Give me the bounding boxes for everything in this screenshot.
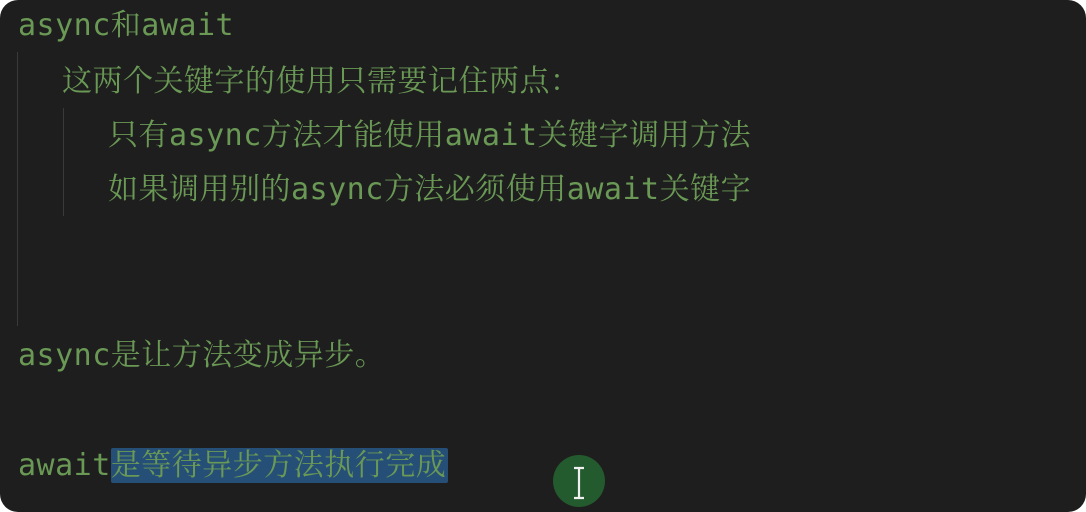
point2-text: 如果调用别的async方法必须使用await关键字 — [108, 172, 752, 207]
intro-text: 这两个关键字的使用只需要记住两点： — [62, 64, 581, 99]
point2-line[interactable] — [108, 170, 751, 210]
indent-guide-outer — [17, 52, 18, 326]
await-definition-line[interactable] — [18, 446, 448, 486]
async-definition-line[interactable] — [18, 336, 385, 376]
async-definition-text: async是让方法变成异步。 — [18, 338, 386, 373]
heading-line[interactable] — [18, 6, 234, 46]
text-cursor-icon — [571, 466, 587, 500]
indent-guide-inner — [63, 108, 64, 216]
intro-line[interactable] — [62, 62, 581, 102]
await-keyword-text: await — [18, 448, 111, 483]
point1-text: 只有async方法才能使用await关键字调用方法 — [108, 118, 752, 153]
point1-line[interactable] — [108, 116, 751, 156]
text-selection[interactable]: 是等待异步方法执行完成 — [110, 448, 447, 483]
heading-text: async和await — [18, 8, 235, 43]
